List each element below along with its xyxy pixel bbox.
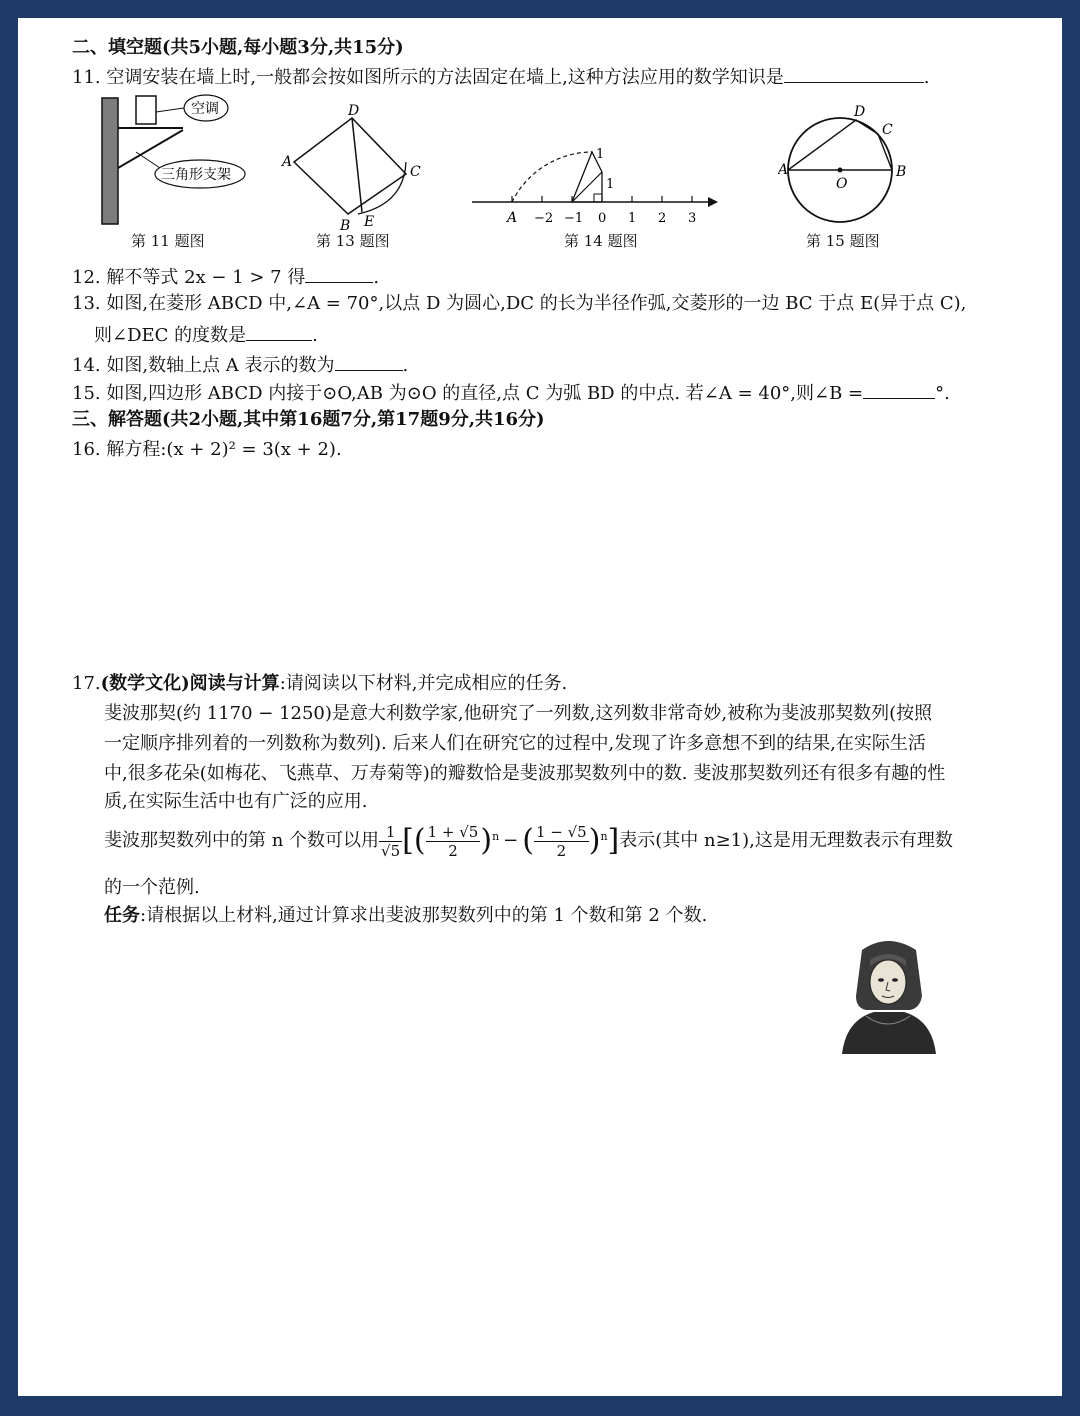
frac2-numerator: 1 − √5 bbox=[535, 822, 587, 841]
frac1-denominator: 2 bbox=[448, 841, 458, 860]
question-13-text2: 则∠DEC 的度数是 bbox=[94, 325, 247, 346]
tick-label-2: 2 bbox=[658, 211, 667, 226]
task-label: 任务 bbox=[104, 905, 140, 926]
question-17-title-rest: :请阅读以下材料,并完成相应的任务. bbox=[279, 673, 568, 694]
question-17-p4: 质,在实际生活中也有广泛的应用. bbox=[104, 791, 368, 812]
point-d: D bbox=[348, 104, 360, 119]
question-14-text: 14. 如图,数轴上点 A 表示的数为 bbox=[72, 355, 335, 376]
answer-blank-15[interactable] bbox=[863, 380, 935, 399]
pointer-bracket bbox=[136, 152, 160, 168]
point-a: A bbox=[282, 154, 293, 170]
question-17-title bbox=[72, 672, 567, 696]
pointer-ac bbox=[156, 108, 184, 112]
bracket-close: ] bbox=[607, 823, 620, 858]
question-17-formula-line bbox=[104, 818, 953, 864]
section-2-title: 二、填空题(共5小题,每小题3分,共15分) bbox=[72, 37, 404, 58]
point-o-15: O bbox=[836, 176, 848, 192]
formula-post-text: 表示(其中 n≥1),这是用无理数表示有理数 bbox=[619, 830, 953, 851]
label-bracket: 三角形支架 bbox=[161, 167, 231, 183]
segment-de bbox=[352, 118, 362, 212]
question-13-line1: 13. 如图,在菱形 ABCD 中,∠A = 70°,以点 D 为圆心,DC 的长为半径作弧,交菱形的一边 BC 于点 E(异于点 C), bbox=[72, 293, 967, 314]
tick-label-1: 1 bbox=[628, 211, 637, 226]
paren-open-1: ( bbox=[413, 823, 426, 858]
question-17-p3: 中,很多花朵(如梅花、飞燕草、万寿菊等)的瓣数恰是斐波那契数列中的数. 斐波那契数列还有很多有趣的性 bbox=[104, 763, 946, 784]
right-angle-mark-1 bbox=[594, 194, 602, 202]
question-13-line2 bbox=[94, 322, 318, 348]
point-a-15: A bbox=[778, 162, 789, 178]
tick-label-a: A bbox=[507, 210, 518, 226]
question-15-end: °. bbox=[935, 383, 950, 404]
fibonacci-portrait bbox=[836, 936, 940, 1058]
task-text: :请根据以上材料,通过计算求出斐波那契数列中的第 1 个数和第 2 个数. bbox=[140, 905, 708, 926]
figure-13 bbox=[280, 104, 430, 234]
coef-numerator: 1 bbox=[379, 823, 402, 842]
number-line-arrow bbox=[708, 197, 718, 207]
question-12-text: 12. 解不等式 2x − 1 > 7 得 bbox=[72, 267, 306, 288]
bracket-open: [ bbox=[402, 823, 414, 858]
formula-pre-text: 斐波那契数列中的第 n 个数可以用 bbox=[104, 830, 380, 851]
quadrilateral-abcd bbox=[788, 120, 892, 170]
question-16: 16. 解方程:(x + 2)² = 3(x + 2). bbox=[72, 439, 342, 460]
formula-coefficient bbox=[379, 823, 402, 860]
figure-14 bbox=[466, 130, 726, 230]
side-label-2: 1 bbox=[596, 147, 605, 162]
portrait-robe bbox=[842, 1012, 936, 1054]
question-15-text: 15. 如图,四边形 ABCD 内接于⊙O,AB 为⊙O 的直径,点 C 为弧 BD 的中点. 若∠A = 40°,则∠B = bbox=[72, 383, 864, 404]
tick-label-m1: −1 bbox=[564, 211, 584, 226]
point-c-15: C bbox=[882, 122, 893, 138]
portrait-eye-right bbox=[892, 978, 898, 982]
caption-13: 第 13 题图 bbox=[316, 232, 390, 250]
answer-blank-14[interactable] bbox=[335, 352, 403, 371]
question-17-formula-line2: 的一个范例. bbox=[104, 877, 200, 898]
section-3-title: 三、解答题(共2小题,其中第16题7分,第17题9分,共16分) bbox=[72, 409, 545, 430]
point-b: B bbox=[340, 218, 351, 234]
question-14 bbox=[72, 352, 408, 378]
question-12-end: . bbox=[373, 267, 380, 288]
question-11 bbox=[72, 64, 930, 90]
exam-page bbox=[18, 18, 1062, 1396]
caption-11: 第 11 题图 bbox=[131, 232, 205, 250]
point-c: C bbox=[410, 164, 421, 180]
point-b-15: B bbox=[896, 164, 907, 180]
question-15 bbox=[72, 380, 950, 406]
tick-label-m2: −2 bbox=[534, 211, 554, 226]
caption-15: 第 15 题图 bbox=[806, 232, 880, 250]
figure-11 bbox=[88, 90, 248, 230]
frac2-denominator: 2 bbox=[556, 841, 567, 860]
question-17-task bbox=[104, 904, 707, 928]
frac1-numerator: 1 + √5 bbox=[427, 822, 479, 841]
question-17-p1: 斐波那契(约 1170 − 1250)是意大利数学家,他研究了一列数,这列数非常奇妙,被称为斐波那契数列(按照 bbox=[104, 703, 933, 724]
question-17-num: 17. bbox=[72, 673, 101, 694]
point-d-15: D bbox=[854, 104, 866, 120]
conjugate-frac bbox=[534, 823, 589, 860]
caption-14: 第 14 题图 bbox=[564, 232, 638, 250]
question-11-text: 11. 空调安装在墙上时,一般都会按如图所示的方法固定在墙上,这种方法应用的数学知识是 bbox=[72, 67, 784, 88]
exponent-n-1: n bbox=[492, 830, 500, 843]
paren-open-2: ( bbox=[522, 823, 534, 858]
point-e: E bbox=[364, 214, 375, 230]
center-o bbox=[838, 168, 843, 173]
tick-label-0: 0 bbox=[598, 211, 607, 226]
answer-blank-12[interactable] bbox=[305, 264, 373, 283]
air-conditioner bbox=[136, 96, 156, 124]
golden-ratio-frac bbox=[426, 823, 481, 860]
answer-blank-13[interactable] bbox=[246, 322, 312, 341]
formula-minus: − bbox=[503, 830, 519, 851]
wall bbox=[102, 98, 118, 224]
figure-15 bbox=[778, 104, 918, 230]
question-13-end: . bbox=[312, 325, 318, 346]
arc-ce bbox=[358, 162, 406, 214]
tick-label-3: 3 bbox=[688, 211, 697, 226]
question-12 bbox=[72, 264, 379, 290]
answer-area-16[interactable] bbox=[72, 470, 1002, 660]
side-label-1: 1 bbox=[606, 177, 615, 192]
answer-blank-11[interactable] bbox=[784, 64, 924, 83]
question-14-end: . bbox=[402, 355, 409, 376]
question-17-title-bold: (数学文化)阅读与计算 bbox=[100, 673, 280, 694]
label-ac: 空调 bbox=[191, 101, 219, 117]
question-17-p2: 一定顺序排列着的一列数称为数列). 后来人们在研究它的过程中,发现了许多意想不到的结果,在实际生活 bbox=[104, 733, 926, 754]
hypotenuse bbox=[572, 172, 602, 202]
coef-denominator: √5 bbox=[381, 841, 401, 860]
question-11-end: . bbox=[923, 67, 930, 88]
exponent-n-2: n bbox=[600, 830, 608, 843]
paren-close-1: ) bbox=[480, 823, 493, 858]
paren-close-2: ) bbox=[588, 823, 601, 858]
portrait-eye-left bbox=[878, 978, 884, 982]
